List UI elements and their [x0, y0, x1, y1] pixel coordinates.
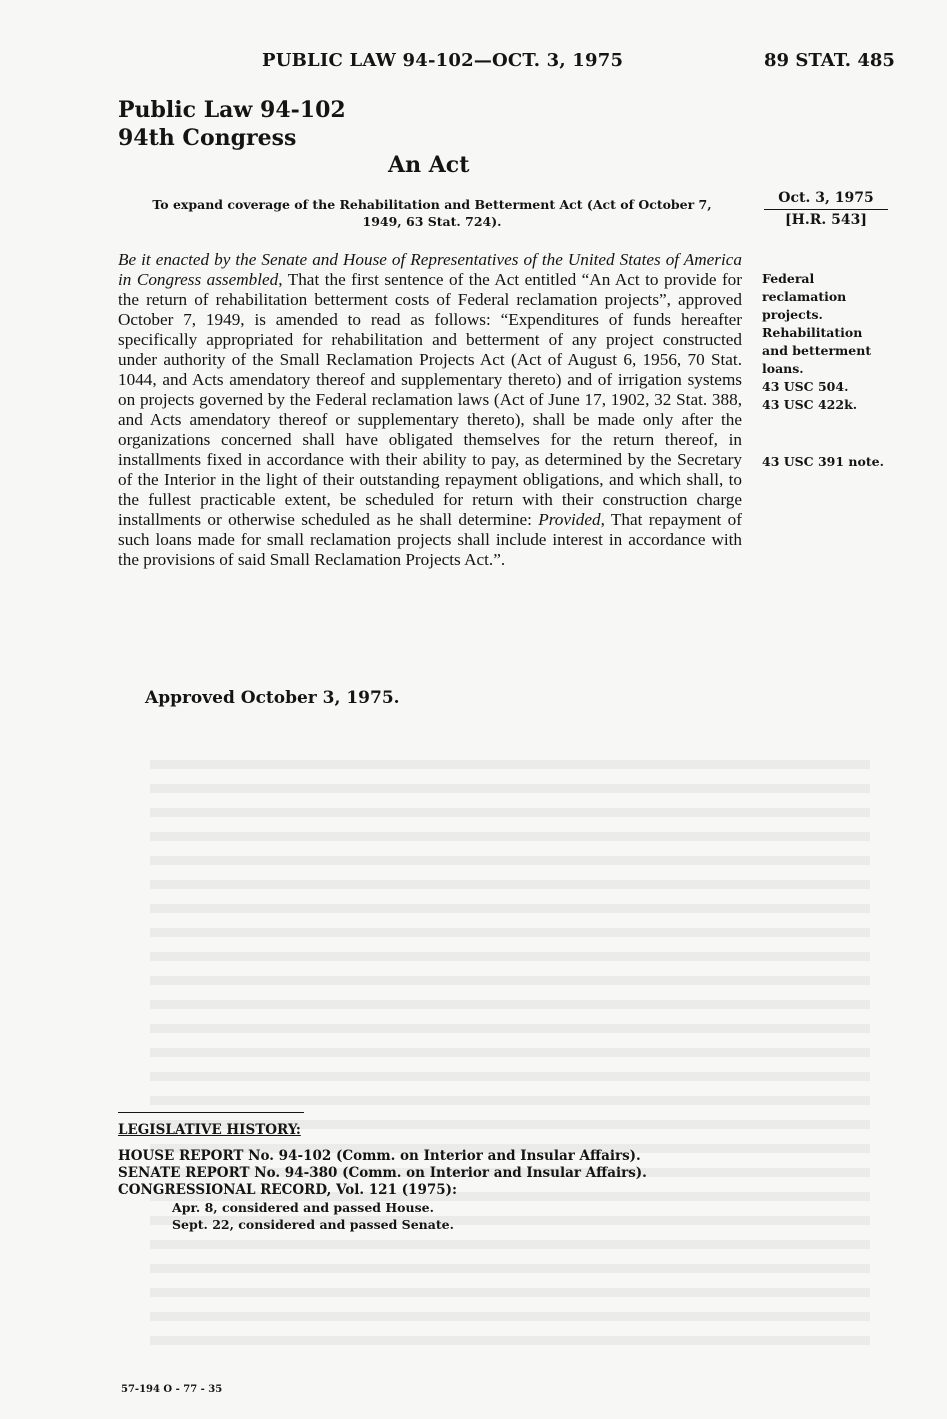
house-report: HOUSE REPORT No. 94-102 (Comm. on Interior and Insular Affairs).	[118, 1148, 641, 1164]
show-through-texture	[150, 760, 870, 1360]
public-law-heading	[118, 96, 346, 152]
margin-note-line: Federal	[762, 271, 815, 286]
margin-note-line: Rehabilitation	[762, 325, 863, 340]
margin-note-topics	[762, 270, 912, 378]
margin-note-line: projects.	[762, 307, 823, 322]
history-heading: LEGISLATIVE HISTORY:	[118, 1122, 301, 1138]
legislative-history	[118, 1122, 738, 1233]
public-law-number: Public Law 94-102	[118, 97, 346, 123]
record-item-house: Apr. 8, considered and passed House.	[172, 1200, 434, 1215]
margin-note-line: reclamation	[762, 289, 847, 304]
provided-clause: Provided	[538, 510, 601, 529]
body-text-part-2: , That repayment of such loans made for small reclamation projects shall include interest in accordance with the provisions of said Small Reclamation Projects Act.”.	[118, 510, 742, 569]
margin-cite-43-usc-504: 43 USC 504.	[762, 379, 849, 394]
margin-note-line: loans.	[762, 361, 804, 376]
margin-cite-43-usc-422k: 43 USC 422k.	[762, 397, 858, 412]
enactment-date-box	[764, 188, 888, 230]
act-body	[118, 250, 742, 570]
senate-report: SENATE REPORT No. 94-380 (Comm. on Interior and Insular Affairs).	[118, 1165, 647, 1181]
history-divider	[118, 1112, 304, 1113]
record-item-senate: Sept. 22, considered and passed Senate.	[172, 1217, 454, 1232]
enactment-date: Oct. 3, 1975	[764, 188, 888, 210]
act-title: An Act	[388, 152, 470, 178]
bill-number: [H.R. 543]	[785, 212, 867, 228]
approval-date: Approved October 3, 1975.	[145, 688, 400, 708]
margin-note-line: and betterment	[762, 343, 872, 358]
purpose-line-1: To expand coverage of the Rehabilitation and Betterment Act (Act of October 7,	[152, 197, 712, 212]
congressional-record: CONGRESSIONAL RECORD, Vol. 121 (1975):	[118, 1182, 458, 1198]
body-text-part-1: , That the first sentence of the Act entitled “An Act to provide for the return of rehabilitation betterment costs of Federal reclamation projects”, approved October 7, 1949, is amended to read as follows: “Expenditures of funds hereafter specifically appropriated for rehabilitation and betterment of any project constructed under authority of the Small Reclamation Projects Act (Act of August 6, 1956, 70 Stat. 1044, and Acts amendatory thereof and supplementary thereto) and of irrigation systems on projects governed by the Federal reclamation laws (Act of June 17, 1902, 32 Stat. 388, and Acts amendatory thereof or supplementary thereto), shall be made only after the organizations concerned shall have obligated themselves for the return thereof, in installments fixed in accordance with their ability to pay, as determined by the Secretary of the Interior in the light of their outstanding repayment obligations, and which shall, to the fullest practicable extent, be scheduled for return with their construction charge installments or otherwise scheduled as he shall determine:	[118, 270, 742, 529]
margin-cite-43-usc-391-note: 43 USC 391 note.	[762, 454, 884, 469]
act-purpose	[118, 196, 746, 230]
statute-reference: 89 STAT. 485	[764, 50, 895, 71]
purpose-line-2: 1949, 63 Stat. 724).	[362, 214, 502, 229]
enacting-clause: Be it enacted by the Senate and House of Representatives of the United States of America in Congress assembled	[118, 250, 742, 289]
print-code-footer: 57-194 O - 77 - 35	[121, 1384, 223, 1395]
congress-number: 94th Congress	[118, 125, 297, 151]
running-head: PUBLIC LAW 94-102—OCT. 3, 1975	[262, 50, 624, 71]
